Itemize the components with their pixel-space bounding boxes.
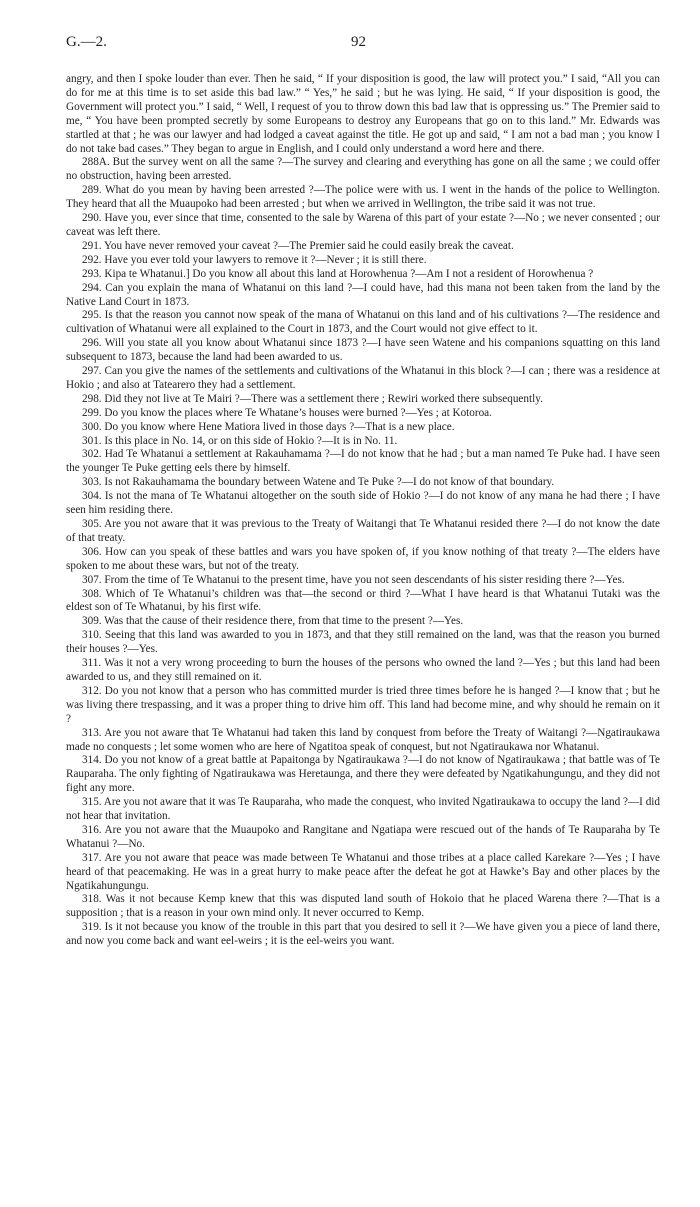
paragraph: 298. Did they not live at Te Mairi ?—There was a settlement there ; Rewiri worked there subsequently. (82, 392, 543, 405)
paragraph: 292. Have you ever told your lawyers to remove it ?—Never ; it is still there. (82, 253, 427, 266)
paragraph: 299. Do you know the places where Te Whatane’s houses were burned ?—Yes ; at Kotoroa. (82, 406, 492, 419)
paragraph: angry, and then I spoke louder than ever. Then he said, “ If your disposition is good, the law will protect you.” I said, “All you can do for me at this time is to set aside this bad law.” “ Yes,” he said ; but he was lying. He said, “ If your disposition is good, the Government will protect you.” I said, “ Well, I request of you to throw down this bad law that is oppressing us.” The Premier said to me, “ You have been prompted secretly by some Europeans to destroy any Europeans that go on to this land.” Mr. Edwards was startled at that ; he was our lawyer and had lodged a caveat against the title. He got up and said, “ I am not a bad man ; you know I do not take bad cases.” They began to argue in English, and I could only understand a word here and there. (66, 73, 660, 155)
paragraph: 309. Was that the cause of their residence there, from that time to the present ?—Yes. (82, 615, 464, 628)
paragraph: 308. Which of Te Whatanui’s children was that—the second or third ?—What I have heard is that Whatanui Tutaki was the eldest son of Te Whatanui, by his first wife. (66, 587, 660, 614)
paragraph: 295. Is that the reason you cannot now speak of the mana of Whatanui on this land and of his cultivations ?—The residence and cultivation of Whatanui were all explained to the Court in 1873, and the Court would not give effect to it. (66, 309, 660, 336)
paragraph: 312. Do you not know that a person who has committed murder is tried three times before he is hanged ?—I know that ; but he was living there trespassing, and it was a proper thing to drive him off. This land had become mine, and why should he remain on it ? (66, 684, 660, 725)
paragraph: 318. Was it not because Kemp knew that this was disputed land south of Hokoio that he placed Warena there ?—That is a supposition ; that is a reason in your own mind only. It never occurred to Kemp. (66, 893, 660, 920)
paragraph: 316. Are you not aware that the Muaupoko and Rangitane and Ngatiapa were rescued out of the hands of Te Rauparaha by Te Whatanui ?—No. (66, 823, 660, 850)
paragraph: 303. Is not Rakauhamama the boundary between Watene and Te Puke ?—I do not know of that boundary. (82, 476, 555, 489)
paragraph: 296. Will you state all you know about Whatanui since 1873 ?—I have seen Watene and his companions squatting on this land subsequent to 1873, because the land had been awarded to us. (66, 337, 660, 364)
paragraph: 302. Had Te Whatanui a settlement at Rakauhamama ?—I do not know that he had ; but a man named Te Puke had. I have seen the younger Te Puke getting eels there by himself. (66, 448, 660, 475)
paragraph: 297. Can you give the names of the settlements and cultivations of the Whatanui in this block ?—I can ; there was a residence at Hokio ; and also at Tatearero they had a settlement. (66, 365, 660, 391)
page-number: 92 (351, 34, 366, 50)
paragraph: 289. What do you mean by having been arrested ?—The police were with us. I went in the hands of the police to Wellington. They heard that all the Muaupoko had been arrested ; but when we arrived in Wellington, the tribe said it was not true. (66, 184, 660, 211)
paragraph: 314. Do you not know of a great battle at Papaitonga by Ngatiraukawa ?—I do not know of Ngatiraukawa ; that battle was of Te Rauparaha. The only fighting of Ngatiraukawa was Heretaunga, and there they were defeated by Ngatikahungungu, and they did not fight any more. (66, 754, 660, 795)
paragraph: 290. Have you, ever since that time, consented to the sale by Warena of this part of your estate ?—No ; we never consented ; our caveat was left there. (66, 212, 660, 238)
paragraph: 291. You have never removed your caveat ?—The Premier said he could easily break the caveat. (82, 239, 514, 252)
paragraph: 319. Is it not because you know of the trouble in this part that you desired to sell it ?—We have given you a piece of land there, and now you come back and want eel-weirs ; it is the eel-weirs you want. (66, 921, 660, 948)
paragraph: 313. Are you not aware that Te Whatanui had taken this land by conquest from before the Treaty of Waitangi ?—Ngatiraukawa made no conquests ; let some women who are here of Ngatitoa speak of conquest, but not Ngatiraukawa nor Whatanui. (66, 726, 660, 753)
paragraph: 306. How can you speak of these battles and wars you have spoken of, if you know nothing of that treaty ?—The elders have spoken to me about these wars, but not of the treaty. (66, 545, 660, 572)
paragraph: 300. Do you know where Hene Matiora lived in those days ?—That is a new place. (82, 420, 455, 433)
paragraph: 315. Are you not aware that it was Te Rauparaha, who made the conquest, who invited Ngatiraukawa to occupy the land ?—I did not hear that invitation. (66, 796, 660, 823)
paragraph: 301. Is this place in No. 14, or on this side of Hokio ?—It is in No. 11. (82, 434, 398, 447)
header-reference: G.—2. (66, 34, 107, 50)
paragraph: 304. Is not the mana of Te Whatanui altogether on the south side of Hokio ?—I do not know of any mana he had there ; I have seen him residing there. (66, 490, 660, 517)
paragraph: 307. From the time of Te Whatanui to the present time, have you not seen descendants of his sister residing there ?—Yes. (82, 573, 625, 586)
document-body (66, 73, 660, 949)
paragraph: 294. Can you explain the mana of Whatanui on this land ?—I could have, had this mana not been taken from the land by the Native Land Court in 1873. (66, 281, 660, 308)
paragraph: 317. Are you not aware that peace was made between Te Whatanui and those tribes at a place called Karekare ?—Yes ; I have heard of that peacemaking. He was in a great hurry to make peace after the defeat he got at Hawke’s Bay and other places by the Ngatikahungungu. (66, 851, 660, 892)
paragraph: 305. Are you not aware that it was previous to the Treaty of Waitangi that Te Whatanui resided there ?—I do not know the date of that treaty. (66, 518, 660, 544)
paragraph: 293. Kipa te Whatanui.] Do you know all about this land at Horowhenua ?—Am I not a resident of Horowhenua ? (82, 267, 594, 280)
paragraph: 288A. But the survey went on all the same ?—The survey and clearing and everything has gone on all the same ; we could offer no obstruction, having been arrested. (66, 156, 660, 183)
paragraph: 311. Was it not a very wrong proceeding to burn the houses of the persons who owned the land ?—Yes ; but this land had been awarded to us, and they still remained on it. (66, 657, 660, 683)
paragraph: 310. Seeing that this land was awarded to you in 1873, and that they still remained on the land, was that the reason you burned their houses ?—Yes. (66, 629, 660, 656)
